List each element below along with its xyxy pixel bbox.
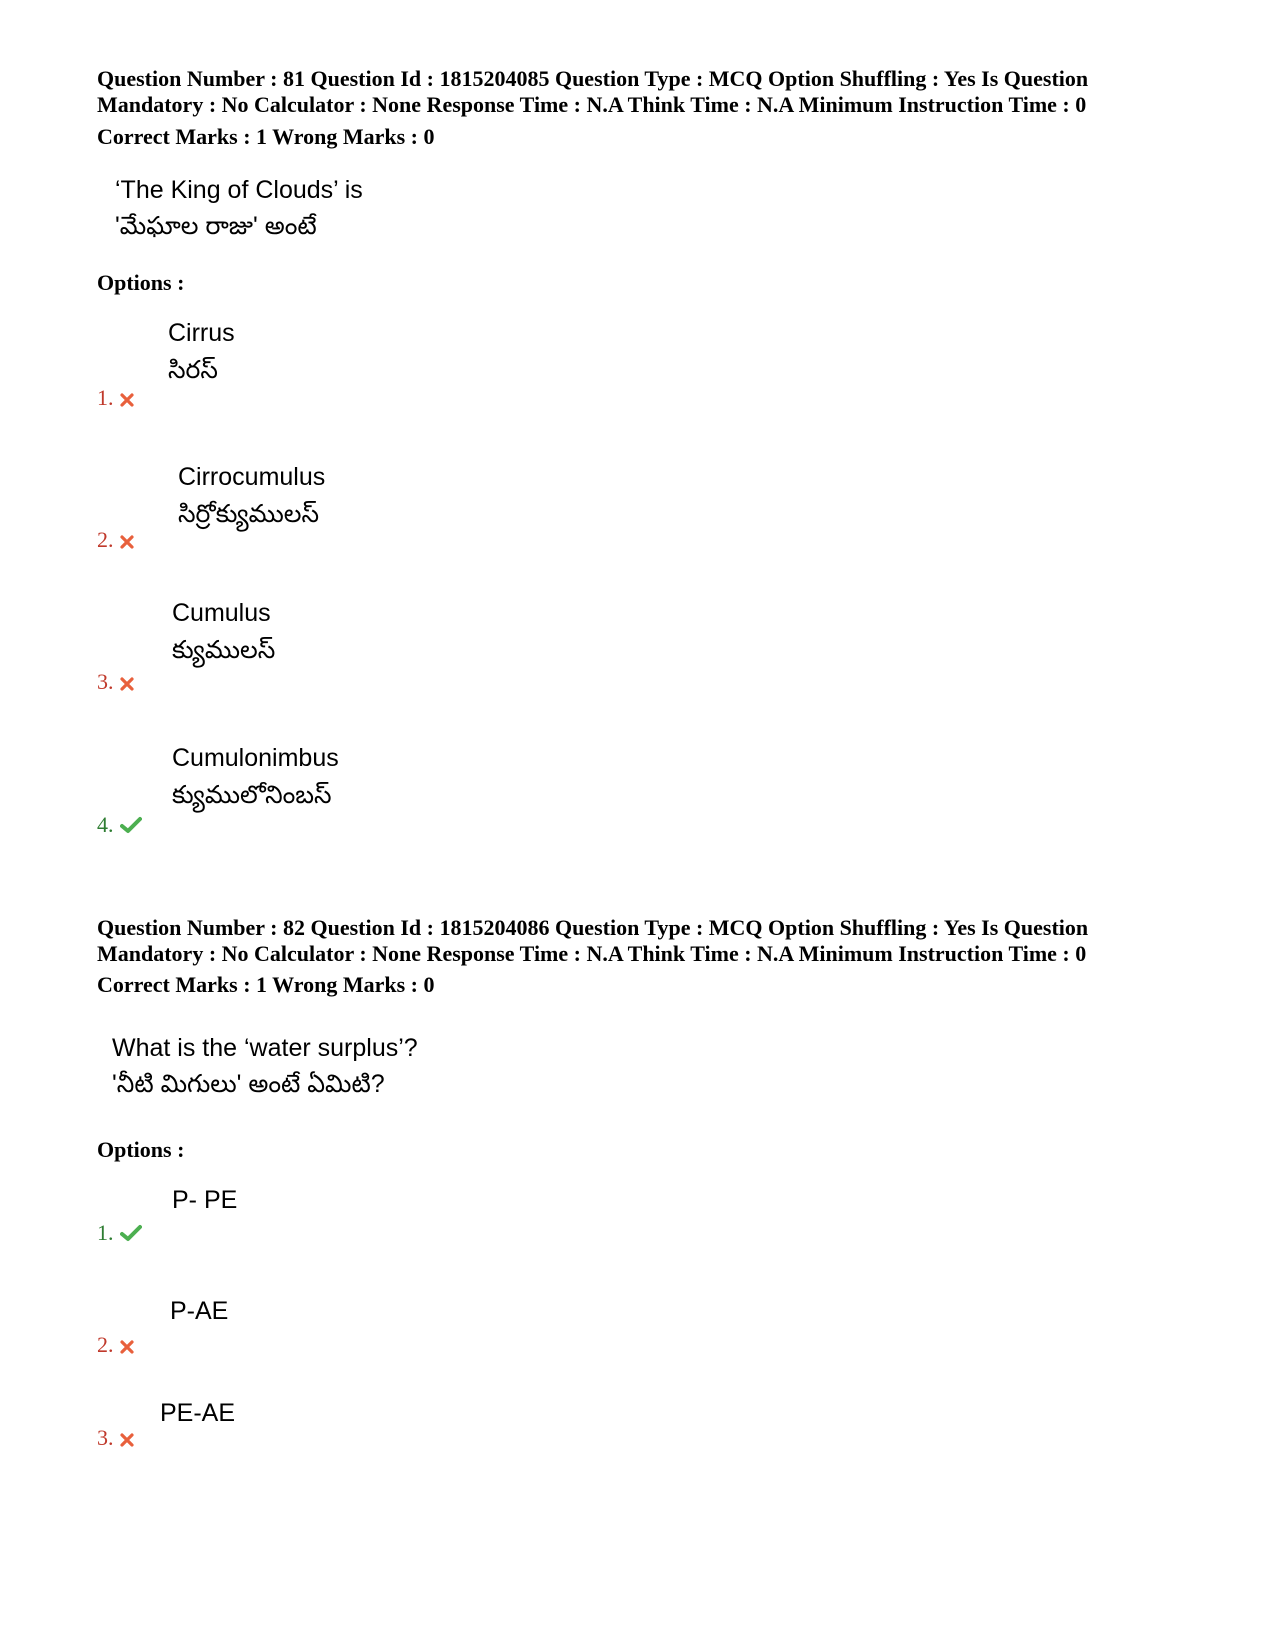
option-text <box>168 315 235 389</box>
cross-icon <box>120 529 134 555</box>
question-text-telugu: 'నీటి మిగులు' అంటే ఏమిటి? <box>112 1070 385 1098</box>
option-marker <box>97 812 142 840</box>
option-text-telugu: క్యుములస్ <box>172 636 276 664</box>
option-marker <box>97 1332 134 1360</box>
question-81-marks: Correct Marks : 1 Wrong Marks : 0 <box>97 124 435 149</box>
option-text <box>170 1293 228 1330</box>
option-text-english: Cirrus <box>168 319 235 347</box>
question-meta-line: Mandatory : No Calculator : None Response Time : N.A Think Time : N.A Minimum Instruction Time : 0 <box>97 92 1087 117</box>
question-82-meta <box>97 915 1177 967</box>
question-text-english: What is the ‘water surplus’? <box>112 1034 418 1062</box>
option-text <box>178 459 325 533</box>
option-text-english: PE-AE <box>160 1399 236 1427</box>
question-meta-line: Question Number : 81 Question Id : 1815204085 Question Type : MCQ Option Shuffling : Yes Is Question <box>97 66 1089 91</box>
option-marker <box>97 1220 142 1248</box>
option-number: 1. <box>97 1220 114 1245</box>
question-text-telugu: 'మేఘాల రాజు' అంటే <box>115 212 317 240</box>
question-82-marks: Correct Marks : 1 Wrong Marks : 0 <box>97 972 435 997</box>
option-text <box>172 740 339 814</box>
question-81-text <box>115 172 363 244</box>
option-text-telugu: సిరస్ <box>168 356 218 384</box>
option-text <box>172 595 275 669</box>
option-text-telugu: క్యుములోనింబస్ <box>172 781 332 809</box>
question-text-english: ‘The King of Clouds’ is <box>115 176 363 204</box>
option-number: 3. <box>97 669 114 694</box>
option-text-english: Cirrocumulus <box>178 463 326 491</box>
option-text <box>172 1182 237 1219</box>
cross-icon <box>120 1427 134 1453</box>
option-number: 3. <box>97 1425 114 1450</box>
option-text-english: P- PE <box>172 1186 238 1214</box>
question-meta-line: Question Number : 82 Question Id : 1815204086 Question Type : MCQ Option Shuffling : Yes Is Question <box>97 915 1089 940</box>
option-marker <box>97 385 134 413</box>
option-number: 2. <box>97 1332 114 1357</box>
check-icon <box>120 814 142 840</box>
option-number: 4. <box>97 812 114 837</box>
cross-icon <box>120 1334 134 1360</box>
question-81-meta <box>97 66 1177 118</box>
option-text-english: P-AE <box>170 1297 229 1325</box>
option-text-telugu: సిర్రోక్యుములస్ <box>178 500 320 528</box>
option-marker <box>97 1425 134 1453</box>
cross-icon <box>120 387 134 413</box>
check-icon <box>120 1222 142 1248</box>
option-marker <box>97 669 134 697</box>
option-number: 2. <box>97 527 114 552</box>
option-text-english: Cumulus <box>172 599 271 627</box>
option-text <box>160 1395 235 1432</box>
option-text-english: Cumulonimbus <box>172 744 339 772</box>
option-marker <box>97 527 134 555</box>
options-label: Options : <box>97 1137 185 1162</box>
cross-icon <box>120 671 134 697</box>
question-meta-line: Mandatory : No Calculator : None Response Time : N.A Think Time : N.A Minimum Instruction Time : 0 <box>97 941 1087 966</box>
options-label: Options : <box>97 270 185 295</box>
question-82-text <box>112 1030 418 1102</box>
option-number: 1. <box>97 385 114 410</box>
